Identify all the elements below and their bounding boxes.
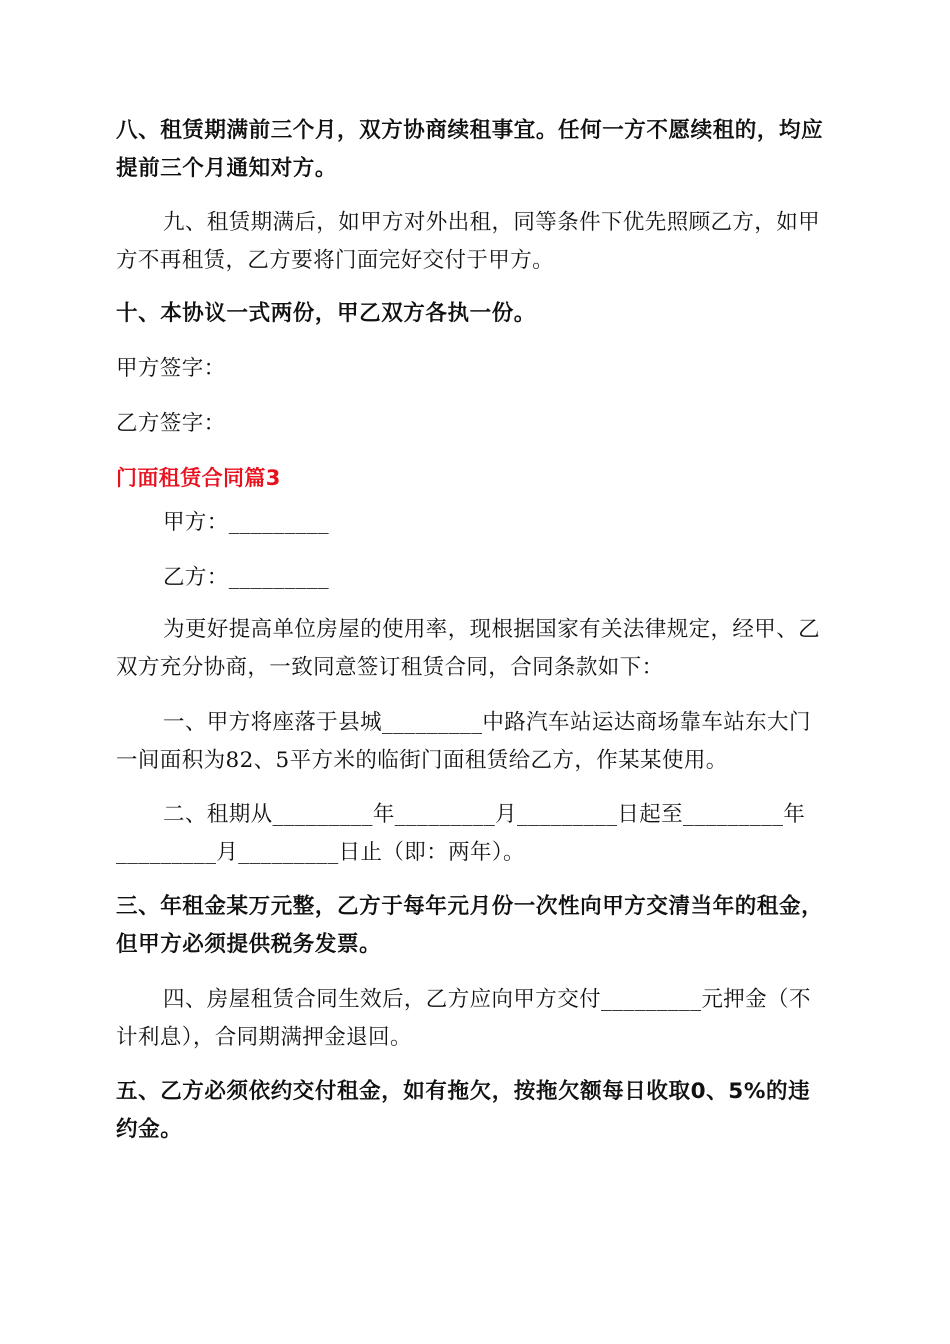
clause-8-line-2: 提前三个月通知对方。	[116, 156, 338, 181]
clause-4-line-1: 四、房屋租赁合同生效后，乙方应向甲方交付_________元押金（不	[163, 987, 811, 1012]
party-a-signature-label: 甲方签字：	[116, 356, 226, 381]
clause-9-line-1: 九、租赁期满后，如甲方对外出租，同等条件下优先照顾乙方，如甲	[163, 210, 821, 235]
party-a-field: 甲方：_________	[163, 510, 330, 535]
clause-5-line-1: 五、乙方必须依约交付租金，如有拖欠，按拖欠额每日收取0、5%的违	[116, 1079, 811, 1104]
clause-9-line-2: 方不再租赁，乙方要将门面完好交付于甲方。	[116, 248, 555, 273]
clause-5-line-2: 约金。	[116, 1117, 183, 1142]
clause-1-line-1: 一、甲方将座落于县城_________中路汽车站运达商场靠车站东大门	[163, 710, 811, 735]
clause-1-line-2: 一间面积为82、5平方米的临街门面租赁给乙方，作某某使用。	[116, 748, 728, 773]
party-b-field: 乙方：_________	[163, 565, 330, 590]
clause-3-line-2: 但甲方必须提供税务发票。	[116, 932, 382, 957]
intro-line-2: 双方充分协商，一致同意签订租赁合同，合同条款如下：	[116, 655, 664, 680]
clause-3-line-1: 三、年租金某万元整，乙方于每年元月份一次性向甲方交清当年的租金，	[116, 894, 824, 919]
intro-line-1: 为更好提高单位房屋的使用率，现根据国家有关法律规定，经甲、乙	[163, 617, 821, 642]
clause-2-line-2: _________月_________日止（即：两年）。	[116, 840, 525, 865]
party-b-signature-label: 乙方签字：	[116, 411, 226, 436]
clause-2-line-1: 二、租期从_________年_________月_________日起至_________年	[163, 802, 806, 827]
clause-4-line-2: 计利息），合同期满押金退回。	[116, 1025, 412, 1050]
clause-10: 十、本协议一式两份，甲乙双方各执一份。	[116, 301, 536, 326]
section-heading: 门面租赁合同篇3	[116, 466, 281, 490]
clause-8-line-1: 八、租赁期满前三个月，双方协商续租事宜。任何一方不愿续租的，均应	[116, 118, 824, 143]
